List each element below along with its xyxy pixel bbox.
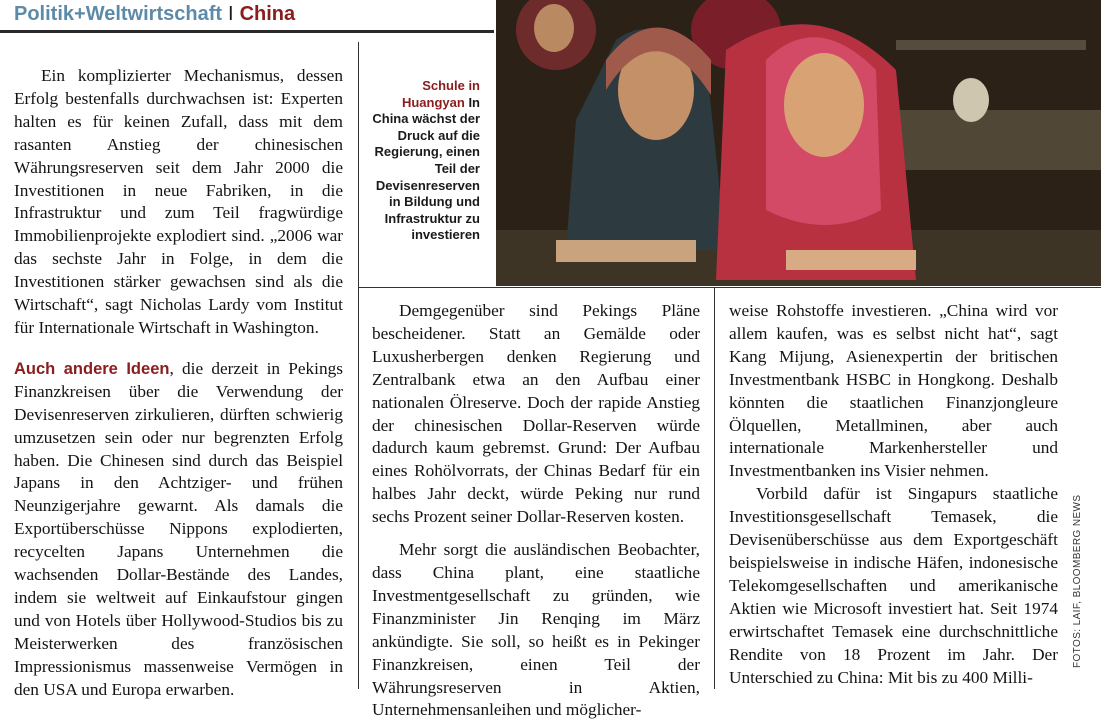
caption-text: In China wächst der Druck auf die Regierung, einen Teil der Devisenreserven in Bildung und Infrastruktur zu investieren (372, 94, 480, 243)
column-rule-right (714, 288, 715, 689)
paragraph-text: , die derzeit in Pekings Finanzkreisen über die Verwendung der Devisenreserven zirkulieren, dürften schwierig umzusetzen sein oder nur begrenzten Erfolg haben. Die Chinesen sind durch das Beispiel Japans in den Achtziger- und frühen Neunzigerjahre gewarnt. Als damals die Exportüberschüsse Nippons explodierten, recycelten Japans Unternehmen die wachsenden Dollar-Bestände des Landes, indem sie weltweit auf Einkaufstour gingen und von Hotels über Hollywood-Studios bis zu Meisterwerken des französischen Impressionismus massenweise Vermögen in den USA und Europa erwarben. (14, 358, 343, 699)
article-column-2 (372, 300, 700, 722)
caption-title: Schule in Huangyan (401, 78, 480, 110)
paragraph: Vorbild dafür ist Singapurs staatliche Investitionsgesellschaft Temasek, die Devisenüberschüsse aus dem Exportgeschäft beispielsweise in indische Häfen, indonesische Telekomgesellschaften und amerikanische Aktien wie Microsoft investiert hat. Seit 1974 erwirtschaftet Temasek eine durchschnittliche Rendite von 18 Prozent im Jahr. Der Unterschied zu China: Mit bis zu 400 Milli- (729, 484, 1058, 687)
header-separator: I (228, 3, 234, 25)
column-rule-left (358, 42, 359, 689)
paragraph: weise Rohstoffe investieren. „China wird vor allem kaufen, was es selbst nicht hat“, sagt Kang Mijung, Asienexpertin der britischen Investmentbank HSBC in Hongkong. Deshalb könnten die staatlichen Finanzjongleure Ölquellen, Metallminen, aber auch internationale Markenhersteller und Investmentbanken ins Visier nehmen. (729, 301, 1058, 481)
photo-credit: FOTOS: LAIF, BLOOMBERG NEWS (1072, 494, 1083, 668)
photo-caption (366, 78, 480, 244)
article-column-3 (729, 300, 1058, 689)
paragraph: Ein komplizierter Mechanismus, dessen Erfolg bestenfalls durchwachsen ist: Experten halten es für keinen Zufall, dass mit dem rasanten Anstieg der chinesischen Währungsreserven seit dem Jahr 2000 die Investitionen in neue Fabriken, in die Infrastruktur und zum Teil fragwürdige Immobilienprojekte explodiert sind. „2006 war das sechste Jahr in Folge, in dem die Investitionen stärker gewachsen sind als die Wirtschaft“, sagt Nicholas Lardy vom Institut für Internationale Wirtschaft in Washington. (14, 66, 343, 337)
paragraph: Mehr sorgt die ausländischen Beobachter, dass China plant, eine staatliche Investmentgesellschaft zu gründen, wie Finanzminister Jin Renqing im März ankündigte. Sie soll, so heißt es in Pekinger Finanzkreisen, einen Teil der Währungsreserven in Aktien, Unternehmensanleihen und möglicher- (372, 540, 700, 720)
article-column-1 (14, 65, 343, 701)
paragraph: Demgegenüber sind Pekings Pläne bescheidener. Statt an Gemälde oder Luxusherbergen denken Regierung und Zentralbank etwa an den Aufbau einer nationalen Ölreserve. Doch der rapide Anstieg der chinesischen Dollar-Reserven würde dadurch kaum gebremst. Grund: Der Aufbau eines Rohölvorrats, der Chinas Bedarf für ein halbes Jahr deckt, würde Peking nur rund sechs Prozent seiner Dollar-Reserven kosten. (372, 301, 700, 527)
topic-name: China (239, 3, 296, 25)
paragraph-with-lead-in (14, 358, 343, 702)
lead-in: Auch andere Ideen (14, 359, 170, 378)
article-photo (496, 0, 1101, 286)
photo-bottom-rule (359, 287, 1101, 288)
children-photo-illustration (496, 0, 1101, 286)
section-name: Politik+Weltwirtschaft (14, 3, 223, 25)
section-header (0, 0, 494, 33)
